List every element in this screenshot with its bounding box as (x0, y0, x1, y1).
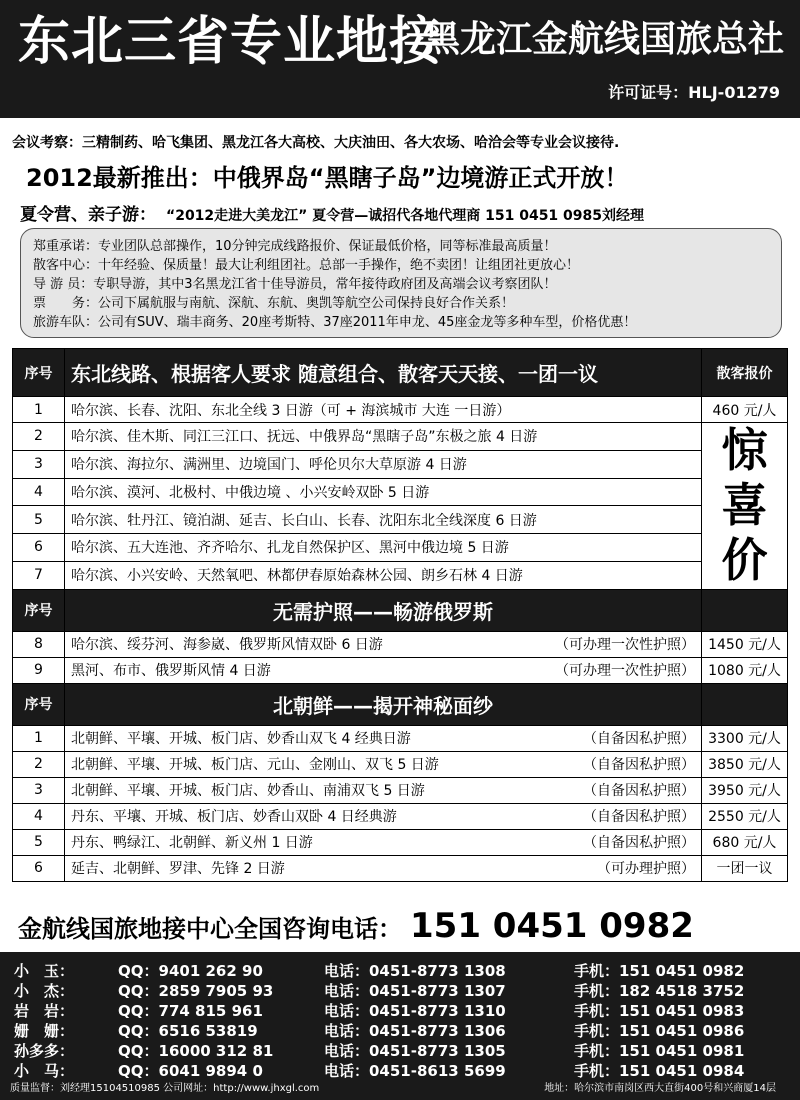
company-name: 黑龙江金航线国旅总社 (423, 19, 784, 60)
row-route: 黑河、布市、俄罗斯风情 4 日游 (71, 663, 271, 680)
surprise-char: 价 (721, 533, 768, 588)
contact-mobile: 手机：151 0451 0986 (574, 1022, 745, 1040)
contact-name: 小 马： (14, 1062, 75, 1080)
row-route-cell (65, 631, 702, 657)
row-route: 丹东、鸭绿江、北朝鲜、新义州 1 日游 (71, 835, 313, 852)
table-row (13, 751, 788, 777)
row-num: 6 (13, 855, 65, 881)
russia-title: 无需护照——畅游俄罗斯 (65, 589, 702, 631)
row-price: 1080 元/人 (702, 657, 788, 683)
row-route: 丹东、平壤、开城、板门店、妙香山双卧 4 日经典游 (71, 809, 397, 826)
row-price: 一团一议 (702, 855, 788, 881)
table-row (13, 855, 788, 881)
contact-qq: QQ：774 815 961 (118, 1002, 263, 1020)
slogan: 东北三省专业地接 (18, 12, 443, 72)
contact-name: 小 玉： (14, 962, 75, 980)
table-row (13, 777, 788, 803)
row-num: 4 (13, 478, 65, 506)
contact-qq: QQ：2859 7905 93 (118, 982, 274, 1000)
surprise-char: 惊 (721, 423, 768, 477)
row-route: 延吉、北朝鲜、罗津、先锋 2 日游 (71, 861, 285, 878)
promise-line: 郑重承诺：专业团队总部操作，10分钟完成线路报价、保证最低价格，同等标准最高质量！ (33, 239, 557, 254)
row-note: （可办理护照） (597, 861, 695, 878)
contact-row (0, 960, 800, 980)
row-price: 3950 元/人 (702, 777, 788, 803)
row-note: （可办理一次性护照） (555, 663, 695, 680)
row-price: 680 元/人 (702, 829, 788, 855)
hotline-number: 151 0451 0982 (410, 906, 694, 946)
contact-tel: 电话：0451-8773 1307 (324, 982, 506, 1000)
contact-row (0, 980, 800, 1000)
contact-name: 岩 岩： (14, 1002, 75, 1020)
table-row (13, 397, 788, 423)
korea-title: 北朝鲜——揭开神秘面纱 (65, 683, 702, 725)
northeast-header-row (13, 349, 788, 397)
contact-qq: QQ：16000 312 81 (118, 1042, 274, 1060)
row-num: 3 (13, 777, 65, 803)
row-num: 8 (13, 631, 65, 657)
row-num: 7 (13, 561, 65, 589)
table-row (13, 631, 788, 657)
row-route: 哈尔滨、海拉尔、满洲里、边境国门、呼伦贝尔大草原游 4 日游 (65, 450, 702, 478)
row-route: 哈尔滨、佳木斯、同江三江口、抚远、中俄界岛“黑瞎子岛”东极之旅 4 日游 (65, 423, 702, 451)
russia-header-row (13, 589, 788, 631)
row-note: （自备因私护照） (583, 731, 695, 748)
row-route: 哈尔滨、牡丹江、镜泊湖、延吉、长白山、长春、沈阳东北全线深度 6 日游 (65, 506, 702, 534)
contact-mobile: 手机：182 4518 3752 (574, 982, 745, 1000)
row-route: 哈尔滨、漠河、北极村、中俄边境 、小兴安岭双卧 5 日游 (65, 478, 702, 506)
row-route: 哈尔滨、绥芬河、海参崴、俄罗斯风情双卧 6 日游 (71, 637, 383, 654)
row-num: 6 (13, 534, 65, 562)
row-route-cell (65, 657, 702, 683)
row-route-cell (65, 751, 702, 777)
promise-box (20, 228, 782, 338)
table-row (13, 657, 788, 683)
col-num-header: 序号 (13, 589, 65, 631)
contacts-section (0, 952, 800, 1100)
summer-text: “2012走进大美龙江” 夏令营—诚招代各地代理商 151 0451 0985刘经理 (166, 208, 645, 224)
row-route-cell (65, 725, 702, 751)
footer-note (10, 1079, 790, 1094)
row-route: 哈尔滨、长春、沈阳、东北全线 3 日游（可 + 海滨城市 大连 一日游） (65, 397, 702, 423)
row-num: 5 (13, 829, 65, 855)
route-table (12, 348, 788, 882)
table-row (13, 829, 788, 855)
row-num: 1 (13, 397, 65, 423)
summer-camp-line (20, 200, 644, 225)
row-note: （自备因私护照） (583, 783, 695, 800)
row-route: 北朝鲜、平壤、开城、板门店、元山、金刚山、双飞 5 日游 (71, 757, 439, 774)
row-price: 1450 元/人 (702, 631, 788, 657)
contact-tel: 电话：0451-8773 1305 (324, 1042, 506, 1060)
footer-quality: 质量监督：刘经理15104510985 公司网址：http://www.jhxgl.com (10, 1083, 320, 1094)
contact-row (0, 1040, 800, 1060)
row-note: （自备因私护照） (583, 757, 695, 774)
row-price: 460 元/人 (702, 397, 788, 423)
table-row (13, 506, 788, 534)
empty-header-cell (702, 683, 788, 725)
new-launch-line: 2012最新推出：中俄界岛“黑瞎子岛”边境游正式开放！ (26, 164, 629, 192)
contact-mobile: 手机：151 0451 0982 (574, 962, 745, 980)
promise-line: 旅游车队：公司有SUV、瑞丰商务、20座考斯特、37座2011年申龙、45座金龙等多种车型，价格优惠！ (33, 315, 637, 330)
row-route: 哈尔滨、五大连池、齐齐哈尔、扎龙自然保护区、黑河中俄边境 5 日游 (65, 534, 702, 562)
promise-line: 散客中心：十年经验、保质量！最大让利组团社。总部一手操作，绝不卖团！让组团社更放心！ (33, 258, 580, 273)
row-num: 3 (13, 450, 65, 478)
contact-mobile: 手机：151 0451 0981 (574, 1042, 745, 1060)
contact-row (0, 1060, 800, 1080)
row-price: 3300 元/人 (702, 725, 788, 751)
row-route: 哈尔滨、小兴安岭、天然氧吧、林都伊春原始森林公园、朗乡石林 4 日游 (65, 561, 702, 589)
table-row (13, 423, 788, 451)
row-route-cell (65, 777, 702, 803)
contact-tel: 电话：0451-8773 1306 (324, 1022, 506, 1040)
table-row (13, 803, 788, 829)
row-note: （可办理一次性护照） (555, 637, 695, 654)
promise-line: 导 游 员：专职导游，其中3名黑龙江省十佳导游员，常年接待政府团及高端会议考察团队！ (33, 277, 557, 292)
row-route-cell (65, 803, 702, 829)
surprise-price-cell (702, 423, 788, 590)
row-num: 5 (13, 506, 65, 534)
contact-qq: QQ：6041 9894 0 (118, 1062, 263, 1080)
contact-row (0, 1020, 800, 1040)
row-price: 3850 元/人 (702, 751, 788, 777)
contact-tel: 电话：0451-8773 1308 (324, 962, 506, 980)
row-num: 2 (13, 423, 65, 451)
table-row (13, 561, 788, 589)
table-row (13, 478, 788, 506)
row-num: 9 (13, 657, 65, 683)
contact-row (0, 1000, 800, 1020)
row-route-cell (65, 855, 702, 881)
col-num-header: 序号 (13, 683, 65, 725)
row-price: 2550 元/人 (702, 803, 788, 829)
conference-line: 会议考察：三精制药、哈飞集团、黑龙江各大高校、大庆油田、各大农场、哈洽会等专业会议接待. (12, 135, 620, 151)
table-row (13, 534, 788, 562)
surprise-char: 喜 (721, 478, 768, 533)
contact-mobile: 手机：151 0451 0983 (574, 1002, 745, 1020)
contact-tel: 电话：0451-8773 1310 (324, 1002, 506, 1020)
contact-qq: QQ：6516 53819 (118, 1022, 258, 1040)
row-note: （自备因私护照） (583, 809, 695, 826)
table-row (13, 725, 788, 751)
row-note: （自备因私护照） (583, 835, 695, 852)
contact-mobile: 手机：151 0451 0984 (574, 1062, 745, 1080)
korea-header-row (13, 683, 788, 725)
row-num: 1 (13, 725, 65, 751)
row-route: 北朝鲜、平壤、开城、板门店、妙香山、南浦双飞 5 日游 (71, 783, 425, 800)
hotline (18, 906, 788, 946)
row-num: 2 (13, 751, 65, 777)
hotline-label: 金航线国旅地接中心全国咨询电话： (18, 915, 402, 943)
northeast-title: 东北线路、根据客人要求 随意组合、散客天天接、一团一议 (65, 349, 702, 397)
row-route: 北朝鲜、平壤、开城、板门店、妙香山双飞 4 经典日游 (71, 731, 411, 748)
license-number: 许可证号：HLJ-01279 (608, 83, 780, 102)
empty-header-cell (702, 589, 788, 631)
col-num-header: 序号 (13, 349, 65, 397)
row-route-cell (65, 829, 702, 855)
col-price-header: 散客报价 (702, 349, 788, 397)
contact-name: 小 杰： (14, 982, 75, 1000)
contact-name: 孙多多： (14, 1042, 75, 1060)
contact-tel: 电话：0451-8613 5699 (324, 1062, 506, 1080)
contact-name: 姗 姗： (14, 1022, 75, 1040)
table-row (13, 450, 788, 478)
footer-address: 地址：哈尔滨市南岗区西大直街400号和兴商厦14层 (544, 1083, 776, 1094)
summer-label: 夏令营、亲子游： (20, 205, 156, 225)
row-num: 4 (13, 803, 65, 829)
contact-qq: QQ：9401 262 90 (118, 962, 263, 980)
promise-line: 票 务：公司下属航服与南航、深航、东航、奥凯等航空公司保持良好合作关系！ (33, 296, 515, 311)
header-banner (0, 0, 800, 118)
